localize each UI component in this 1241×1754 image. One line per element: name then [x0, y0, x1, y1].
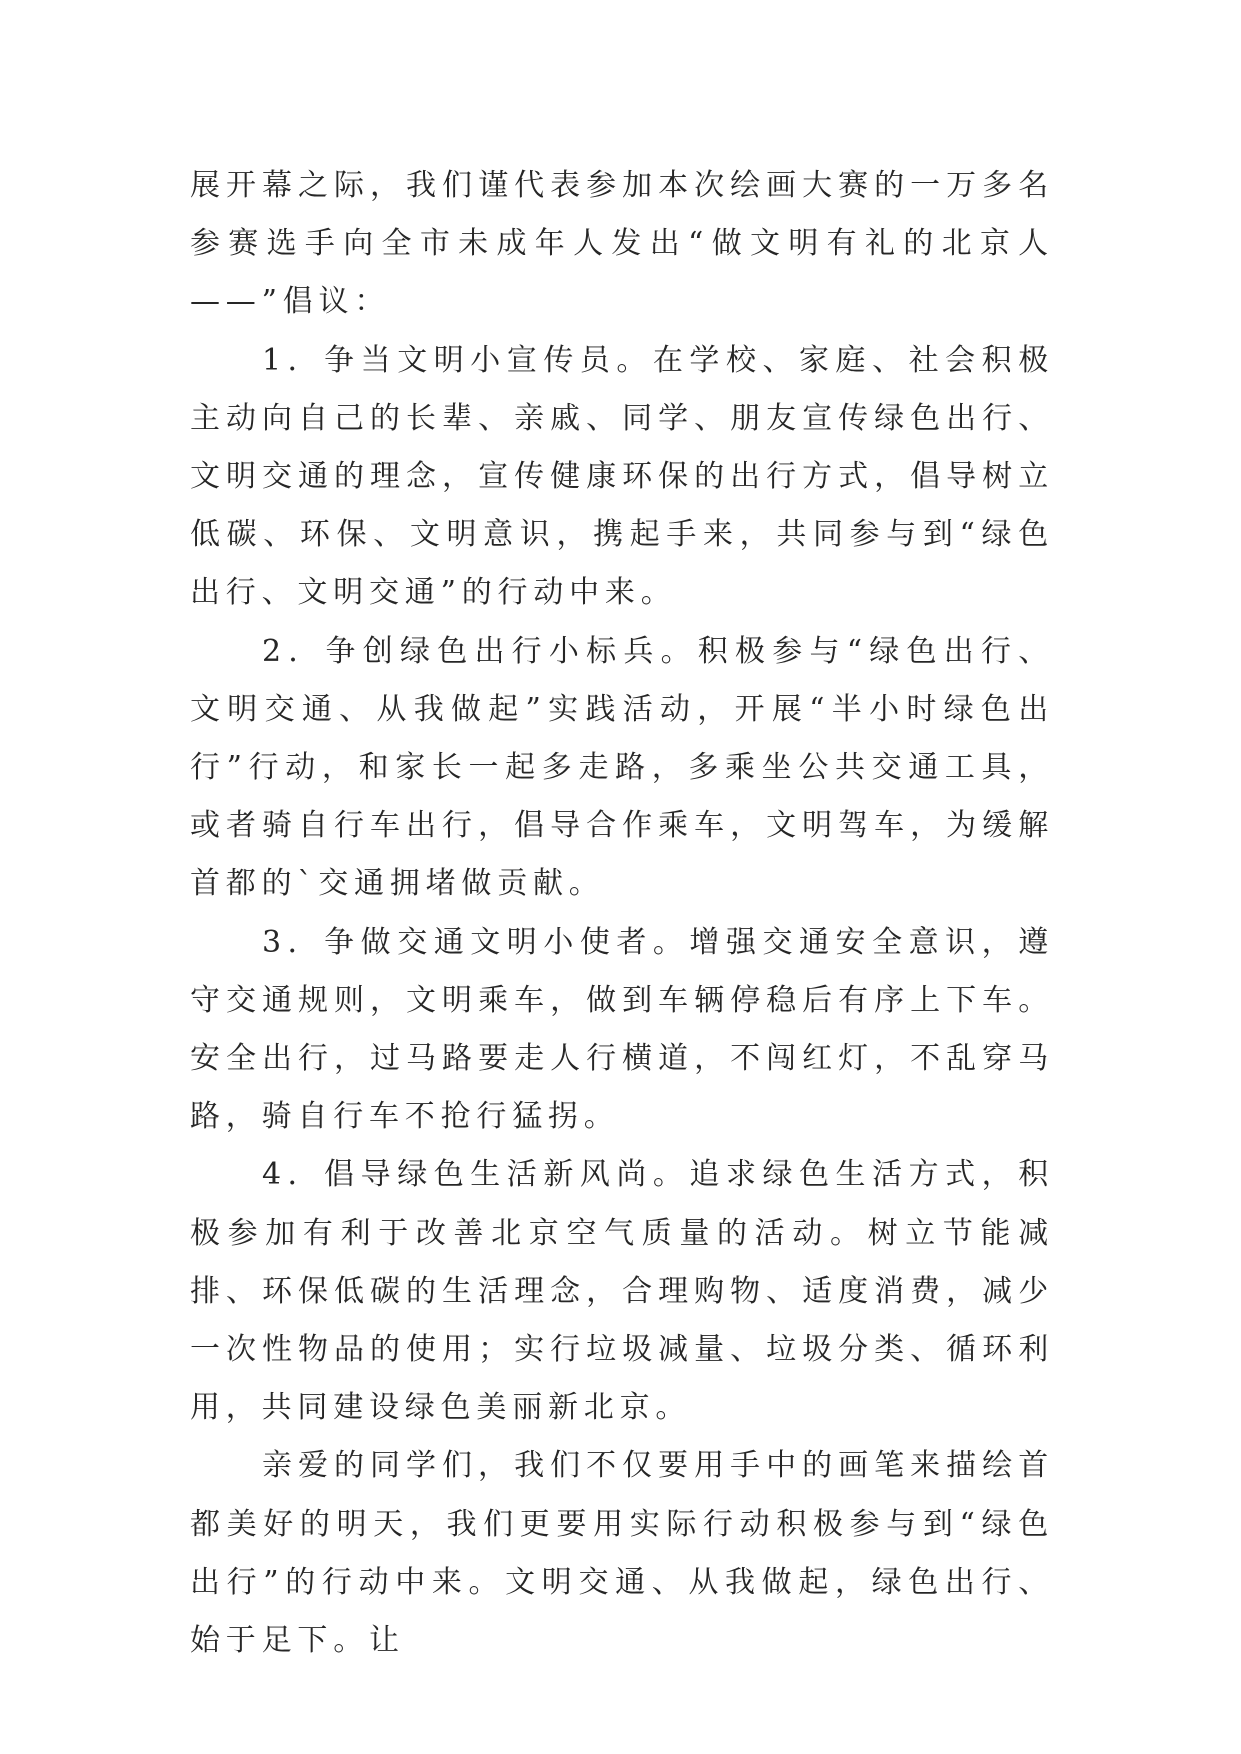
paragraph-item-4: 4．倡导绿色生活新风尚。追求绿色生活方式，积极参加有利于改善北京空气质量的活动。树立节能减排、环保低碳的生活理念，合理购物、适度消费，减少一次性物品的使用；实行垃圾减量、垃圾分类、循环利用，共同建设绿色美丽新北京。 [190, 1157, 1054, 1426]
body-text [190, 157, 1054, 1670]
paragraph-intro: 展开幕之际，我们谨代表参加本次绘画大赛的一万多名参赛选手向全市未成年人发出“做文明有礼的北京人——”倡议： [190, 168, 1054, 320]
paragraph-item-1: 1．争当文明小宣传员。在学校、家庭、社会积极主动向自己的长辈、亲戚、同学、朋友宣传绿色出行、文明交通的理念，宣传健康环保的出行方式，倡导树立低碳、环保、文明意识，携起手来，共同参与到“绿色出行、文明交通”的行动中来。 [190, 342, 1054, 611]
paragraph-item-3: 3．争做交通文明小使者。增强交通安全意识，遵守交通规则，文明乘车，做到车辆停稳后有序上下车。安全出行，过马路要走人行横道，不闯红灯，不乱穿马路，骑自行车不抢行猛拐。 [190, 924, 1054, 1135]
paragraph-closing: 亲爱的同学们，我们不仅要用手中的画笔来描绘首都美好的明天，我们更要用实际行动积极参与到“绿色出行”的行动中来。文明交通、从我做起，绿色出行、始于足下。让 [190, 1448, 1054, 1659]
paragraph-item-2: 2．争创绿色出行小标兵。积极参与“绿色出行、文明交通、从我做起”实践活动，开展“半小时绿色出行”行动，和家长一起多走路，多乘坐公共交通工具，或者骑自行车出行，倡导合作乘车，文明驾车，为缓解首都的`交通拥堵做贡献。 [190, 633, 1054, 902]
